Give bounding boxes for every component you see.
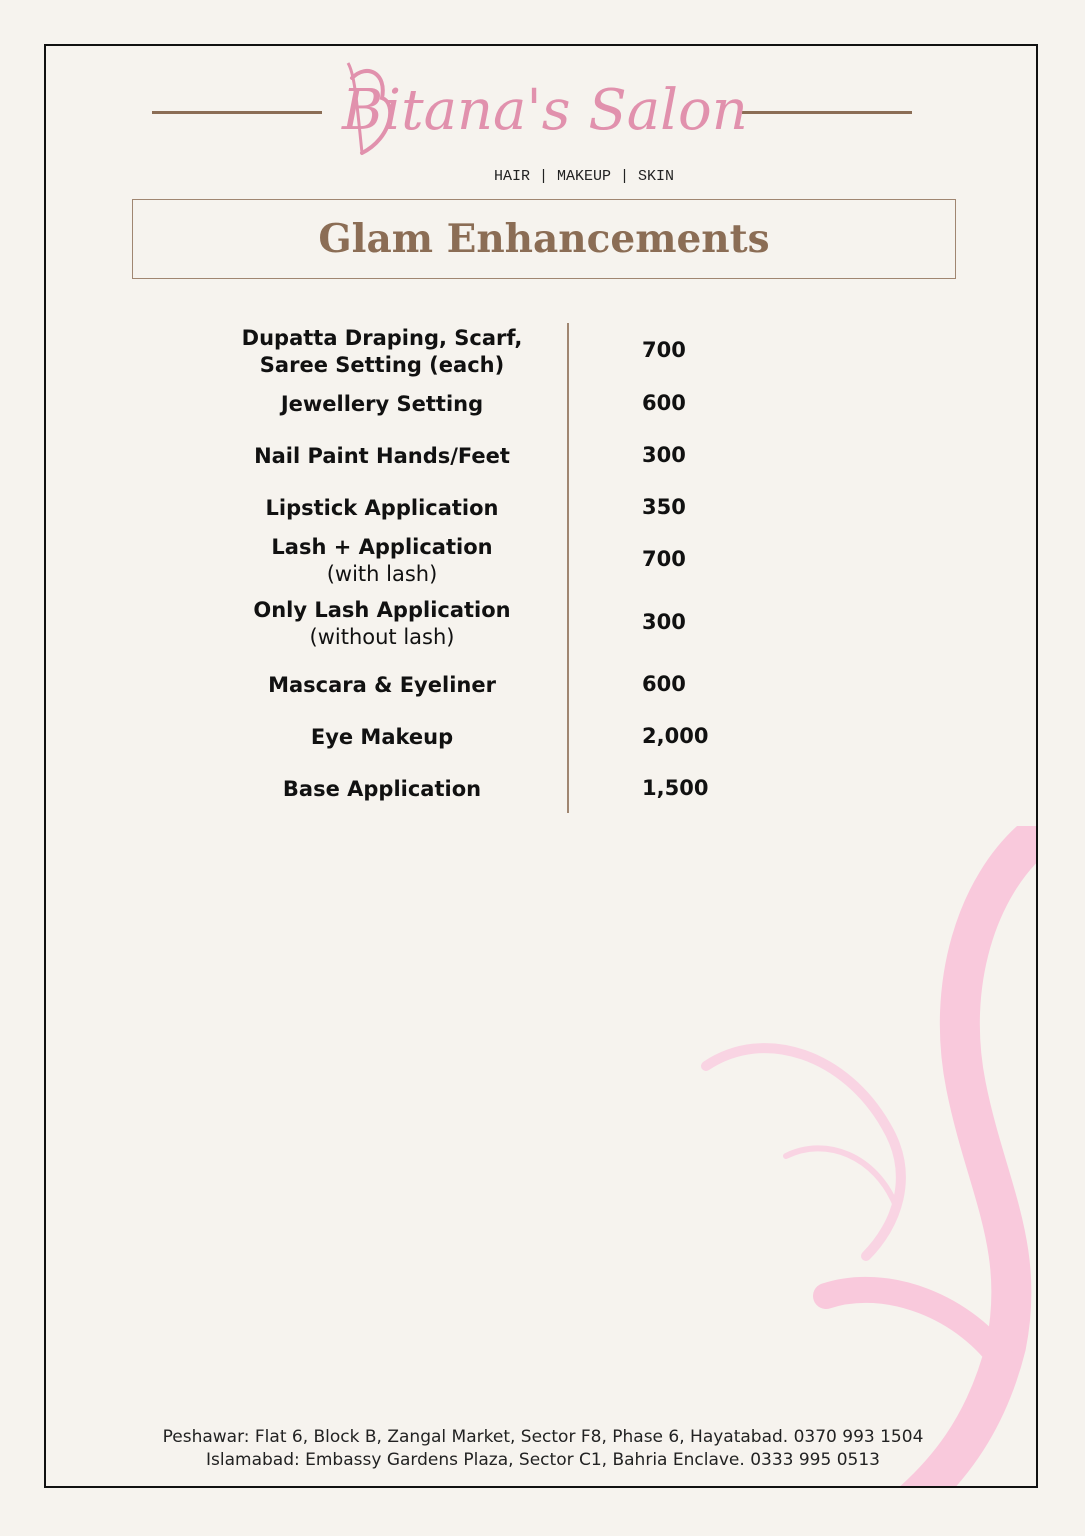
service-name: Lipstick Application: [265, 496, 499, 520]
salon-logo: [342, 58, 748, 188]
service-label: Lash + Application: [271, 535, 493, 559]
service-name: Mascara & Eyeliner: [268, 673, 496, 697]
page-title: Glam Enhancements: [318, 216, 770, 262]
service-price: 300: [642, 610, 686, 634]
address-islamabad: Islamabad: Embassy Gardens Plaza, Sector C1, Bahria Enclave. 0333 995 0513: [206, 1450, 880, 1470]
address-peshawar: Peshawar: Flat 6, Block B, Zangal Market, Sector F8, Phase 6, Hayatabad. 0370 993 1504: [162, 1427, 924, 1447]
header-rule-left: [152, 111, 322, 114]
salon-tagline: HAIR | MAKEUP | SKIN: [494, 168, 675, 185]
service-name: Dupatta Draping, Scarf, Saree Setting (each): [241, 326, 523, 377]
footer-addresses: [46, 1426, 1038, 1472]
service-price: 300: [642, 443, 686, 467]
service-price: 700: [642, 338, 686, 362]
service-label: Only Lash Application: [253, 598, 511, 622]
service-price: 600: [642, 672, 686, 696]
menu-page: [44, 44, 1038, 1488]
service-price: 600: [642, 391, 686, 415]
service-name: Nail Paint Hands/Feet: [254, 444, 510, 468]
floral-decoration: [646, 826, 1038, 1488]
salon-name: Bitana's Salon: [342, 78, 748, 143]
header-rule-right: [742, 111, 912, 114]
service-name: [182, 597, 582, 651]
service-price: 2,000: [642, 724, 709, 748]
title-box: [132, 199, 956, 279]
service-name: Jewellery Setting: [280, 392, 484, 416]
service-price: 350: [642, 495, 686, 519]
service-name: Eye Makeup: [310, 725, 454, 749]
service-price: 700: [642, 547, 686, 571]
service-price: 1,500: [642, 776, 709, 800]
service-name: Base Application: [282, 777, 482, 801]
service-name: [182, 534, 582, 588]
service-note: (with lash): [326, 562, 438, 586]
service-note: (without lash): [309, 625, 455, 649]
